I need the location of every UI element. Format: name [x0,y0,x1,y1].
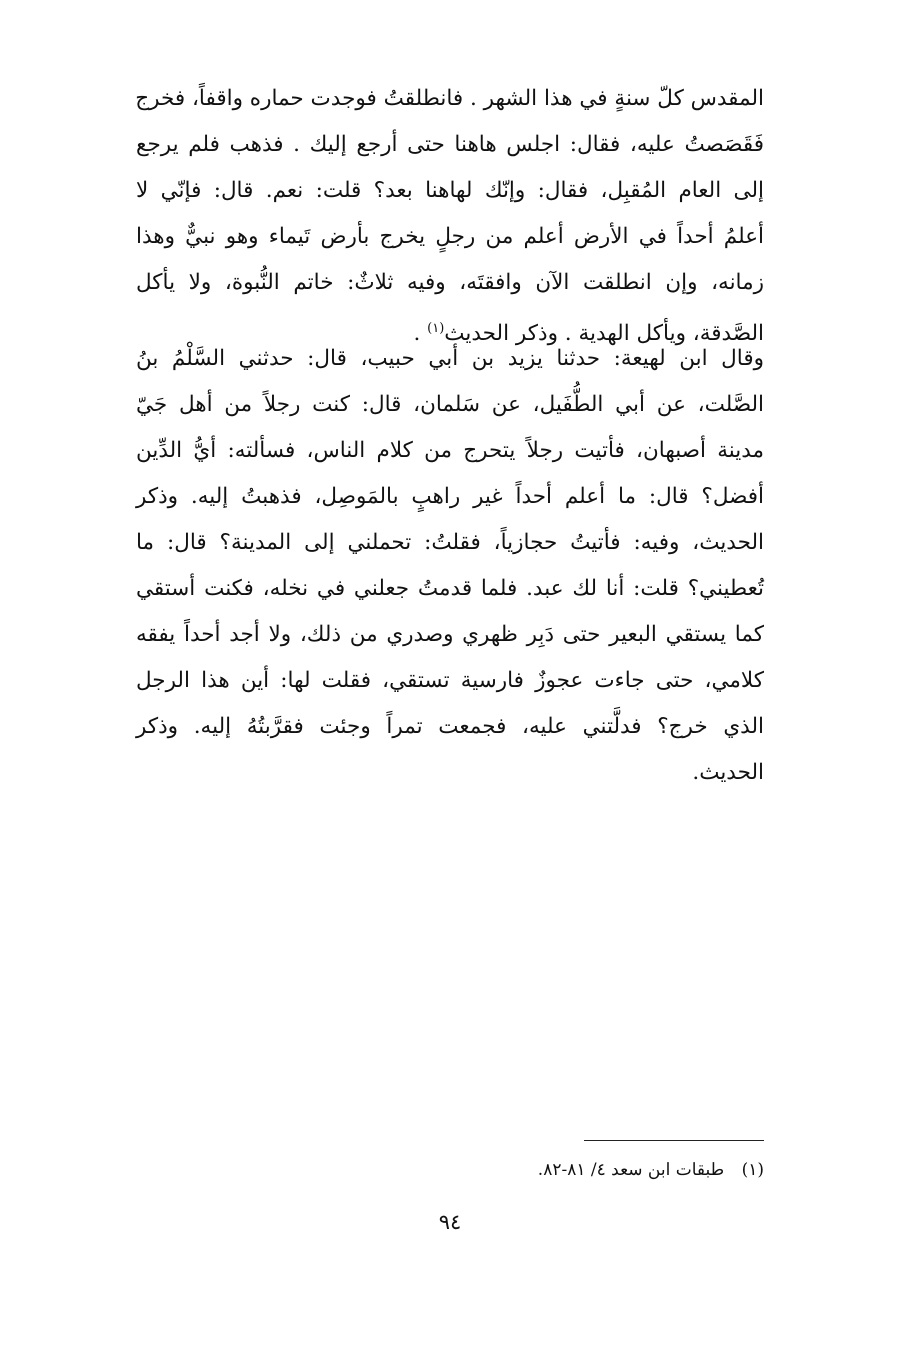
text-line: الصَّلت، عن أبي الطُّفَيل، عن سَلمان، قال: كنت رجلاً من أهل جَيّ [136,392,764,417]
text-line: كما يستقي البعير حتى دَبِر ظهري وصدري من ذلك، ولا أجد أحداً يفقه [136,622,764,647]
text-line: المقدس كلّ سنةٍ في هذا الشهر . فانطلقتُ فوجدت حماره واقفاً، فخرج [135,86,764,111]
footnote-reference[interactable]: (١) [427,321,445,336]
text-line: فَقَصَصتُ عليه، فقال: اجلس هاهنا حتى أرجع إليك . فذهب فلم يرجع [136,132,764,157]
text-line: كلامي، حتى جاءت عجوزٌ فارسية تستقي، فقلت لها: أين هذا الرجل [136,668,764,693]
text-line: وقال ابن لهيعة: حدثنا يزيد بن أبي حبيب، قال: حدثني السَّلْمُ بنُ [136,346,764,371]
footnote-marker: (١) [741,1160,764,1180]
text-line: مدينة أصبهان، فأتيت رجلاً يتحرج من كلام الناس، فسألته: أيُّ الدِّين [136,438,764,463]
text-line: إلى العام المُقبِل، فقال: وإنّك لهاهنا بعد؟ قلت: نعم. قال: فإنّي لا [136,178,764,203]
paragraph-2 [136,336,764,796]
text-line: الحديث، وفيه: فأتيتُ حجازياً، فقلتُ: تحملني إلى المدينة؟ قال: ما [136,530,764,555]
text-line: الحديث. [692,760,764,785]
paragraph-1 [136,76,764,352]
text-line: أعلمُ أحداً في الأرض أعلم من رجلٍ يخرج بأرض تَيماء وهو نبيٌّ وهذا [136,224,764,249]
text-line: زمانه، وإن انطلقت الآن وافقتَه، وفيه ثلاثٌ: خاتم النُّبوة، ولا يأكل [136,270,764,295]
text-line: الذي خرج؟ فدلَّتني عليه، فجمعت تمراً وجئت فقرَّبتُهُ إليه. وذكر [136,714,764,739]
footnote [136,1155,764,1185]
footnote-text: طبقات ابن سعد ٤/ ٨١-٨٢. [537,1160,725,1180]
text-line: تُعطيني؟ قلت: أنا لك عبد. فلما قدمتُ جعلني في نخله، فكنت أستقي [136,576,764,601]
sentence-end: . [413,321,428,347]
footnote-divider [584,1140,764,1141]
text-line: الصَّدقة، ويأكل الهدية . وذكر الحديث [444,321,764,347]
page-number: ٩٤ [438,1210,462,1234]
text-line: أفضل؟ قال: ما أعلم أحداً غير راهبٍ بالمَوصِل، فذهبتُ إليه. وذكر [136,484,764,509]
